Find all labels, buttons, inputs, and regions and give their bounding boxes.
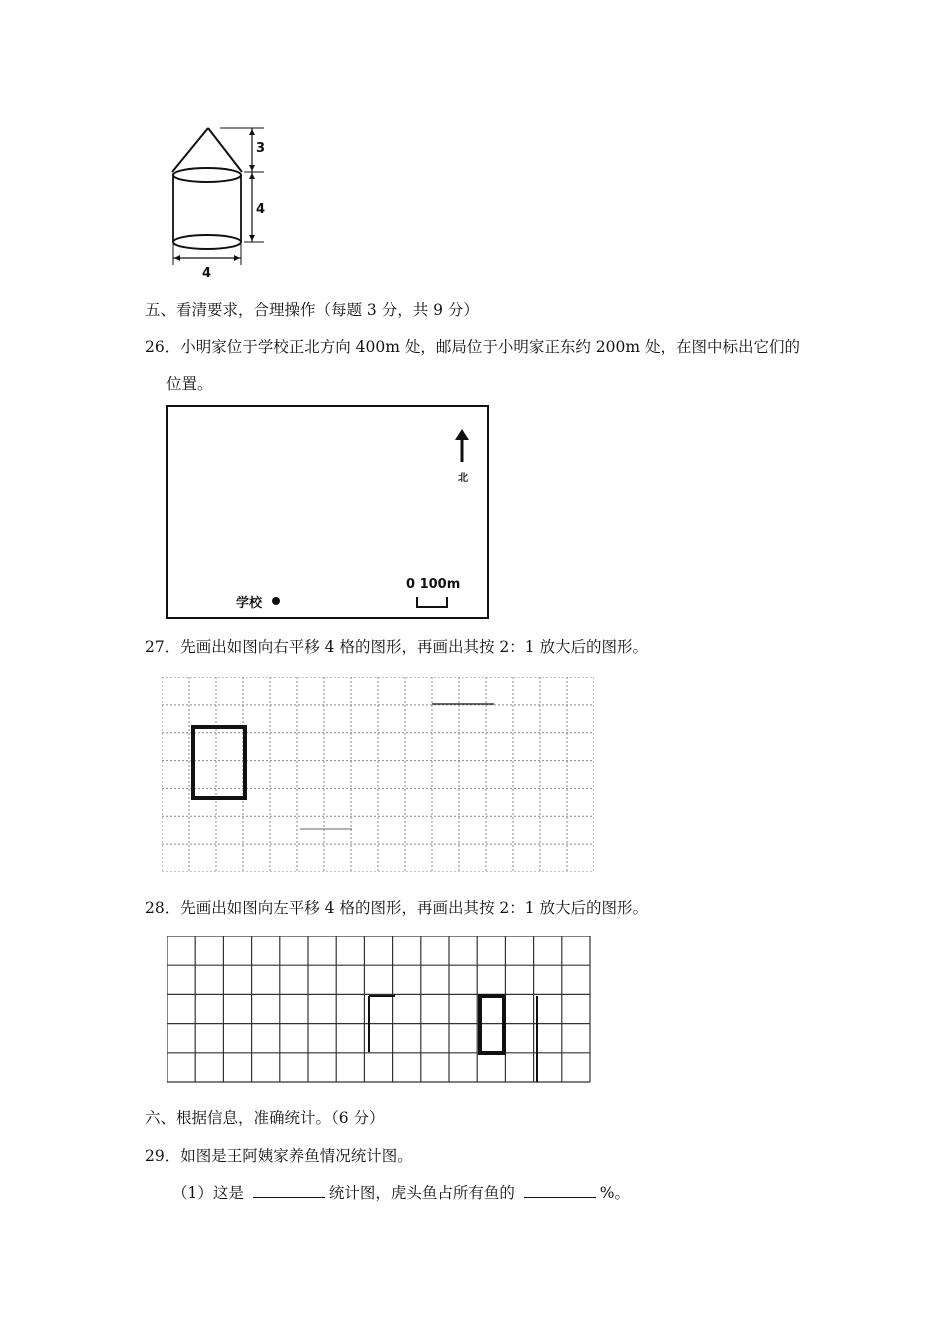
section5-heading: 五、看清要求，合理操作（每题 3 分，共 9 分）: [145, 301, 479, 319]
q26-text-line1: 26．小明家位于学校正北方向 400m 处，邮局位于小明家正东约 200m 处，在图中标出它们的: [145, 338, 800, 356]
north-label: 北: [458, 473, 468, 484]
q28-grid[interactable]: [167, 936, 591, 1083]
north-arrow-icon: [454, 429, 470, 463]
q29-sub1-middle: 统计图，虎头鱼占所有鱼的: [328, 1184, 515, 1202]
chart-type-blank[interactable]: [253, 1183, 325, 1198]
q27-grid[interactable]: [162, 677, 594, 872]
scale-label: 0 100m: [406, 577, 461, 592]
q28-text: 28．先画出如图向左平移 4 格的图形，再画出其按 2：1 放大后的图形。: [145, 899, 649, 917]
q29-text: 29．如图是王阿姨家养鱼情况统计图。: [145, 1147, 413, 1165]
q29-sub1: [172, 1183, 630, 1203]
q29-sub1-prefix: （1）这是: [172, 1184, 244, 1202]
dim-side-label: 4: [256, 202, 266, 217]
q29-sub1-suffix: %。: [599, 1184, 630, 1202]
section6-heading: 六、根据信息，准确统计。（6 分）: [145, 1109, 385, 1127]
scale-bar-icon: [415, 595, 449, 609]
q26-text-line2: 位置。: [166, 375, 213, 393]
dim-top-label: 3: [256, 141, 266, 156]
school-dot-icon: [271, 596, 281, 606]
school-label: 学校: [236, 596, 263, 611]
q27-rectangle-figure: [193, 727, 245, 798]
q28-rectangle-figure: [480, 996, 504, 1053]
q27-text: 27．先画出如图向右平移 4 格的图形，再画出其按 2：1 放大后的图形。: [145, 638, 649, 656]
q26-map[interactable]: [166, 405, 489, 619]
cone-cylinder-figure: [160, 120, 280, 280]
dim-bottom-label: 4: [202, 266, 212, 280]
percent-blank[interactable]: [524, 1183, 596, 1198]
